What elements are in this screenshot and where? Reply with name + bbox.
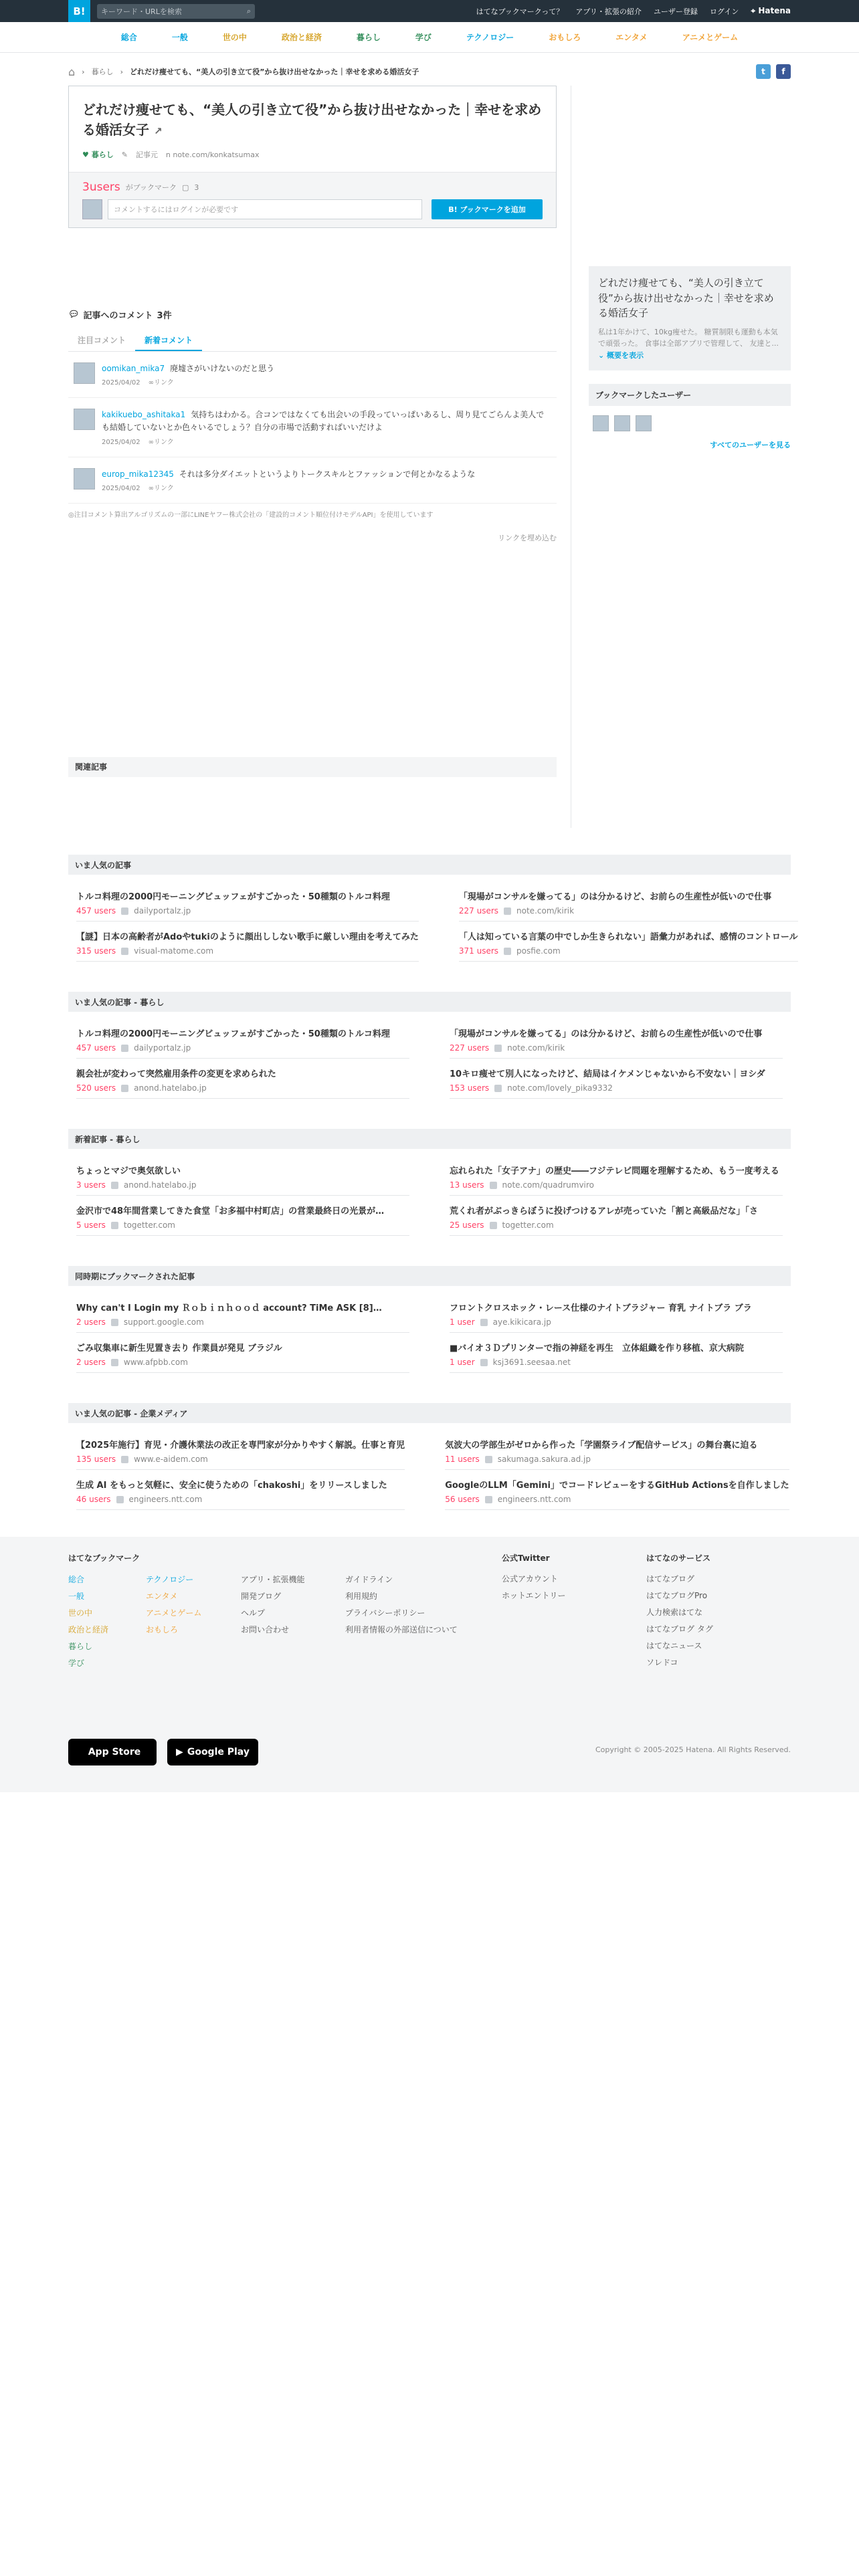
breadcrumb-category[interactable]: 暮らし [91,68,114,76]
comment-count: 3 [194,183,199,192]
ranking-item-domain[interactable]: note.com/kirik [516,906,575,916]
site-favicon-icon [494,1045,502,1052]
avatar[interactable] [74,409,95,430]
footer-bookmark-title: はてなブックマーク [68,1553,140,1563]
comment-text: それは多分ダイエットというよりトークスキルとファッションで何とかなるような [179,469,476,479]
comment-user[interactable]: europ_mika12345 [102,469,174,479]
ranking-item-title[interactable]: 荒くれ者がぶっきらぼうに投げつけるアレが売っていた「割と高級品だな」「さ [450,1206,758,1216]
footer-link[interactable]: 一般 [68,1592,85,1601]
hatena-bookmark-logo[interactable]: B! [68,0,90,22]
tab-new-comments[interactable]: 新着コメント [135,330,202,351]
ranking-item-title[interactable]: 忘れられた「女子アナ」の歴史――フジテレビ問題を理解するため、もう一度考える [450,1166,779,1176]
footer-link[interactable]: 開発ブログ [241,1592,282,1601]
search-box[interactable] [97,4,255,19]
avatar[interactable] [593,415,609,431]
ranking-item-title[interactable]: トルコ料理の2000円モーニングビュッフェがすごかった・50種類のトルコ料理 [76,892,390,902]
ranking-item-users[interactable]: 13 users [450,1180,484,1190]
ranking-item-title[interactable]: 【謎】日本の高齢者がAdoやtukiのように顔出ししない歌手に厳しい理由を考えてみた [76,932,419,942]
ranking-item-domain[interactable]: anond.hatelabo.jp [134,1083,207,1093]
site-favicon-icon [485,1456,492,1463]
footer-twitter-col [502,1550,566,1604]
ranking-item [450,1059,783,1099]
ranking-item-title[interactable]: 【2025年施行】育児・介護休業法の改正を専門家が分かりやすく解説。仕事と育児 [76,1440,405,1451]
footer-link[interactable]: 総合 [68,1575,85,1584]
comment-body [102,362,274,375]
comment-user[interactable]: kakikuebo_ashitaka1 [102,410,186,420]
ranking-section [68,1266,791,1373]
site-favicon-icon [111,1359,118,1366]
ranking-item [450,1293,783,1333]
bookmark-users-suffix: がブックマーク [125,183,177,192]
footer-link[interactable]: 暮らし [68,1642,93,1651]
footer-link[interactable]: 利用規約 [345,1592,378,1601]
ranking-item [76,1018,409,1059]
ranking-item [76,1059,409,1099]
site-favicon-icon [490,1182,497,1189]
ranking-item-title[interactable]: 金沢市で48年間営業してきた食堂「お多福中村町店」の営業最終日の光景が… [76,1206,385,1216]
ranking-item [76,1196,409,1236]
ranking-item-users[interactable]: 1 user [450,1358,475,1367]
footer-link[interactable]: ヘルプ [241,1608,266,1618]
ranking-section-title: 新着記事 - 暮らし [68,1129,791,1149]
footer-link[interactable]: ソレドコ [646,1658,678,1667]
footer-link[interactable]: 学び [68,1658,85,1668]
ranking-section-title: いま人気の記事 - 企業メディア [68,1403,791,1423]
breadcrumb-separator-icon: › [120,67,123,76]
ranking-item-users[interactable]: 227 users [450,1043,490,1053]
comments-section-title: 💬︎ 記事へのコメント 3件 [68,310,172,321]
ranking-item-title[interactable]: GoogleのLLM「Gemini」でコードレビューをするGitHub Actionsを自作しました [445,1481,789,1491]
ranking-item-users[interactable]: 227 users [458,906,499,916]
edit-icon[interactable]: ✎ [121,150,128,159]
ranking-item-title[interactable]: 生成 AI をもっと気軽に、安全に使うための「chakoshi」をリリースしました [76,1481,387,1491]
site-favicon-icon [111,1222,118,1229]
ranking-item-domain[interactable]: note.com/kirik [507,1043,565,1053]
ranking-item-domain[interactable]: aye.kikicara.jp [492,1317,551,1327]
facebook-share-icon[interactable]: f [776,64,791,79]
ranking-item-users[interactable]: 153 users [450,1083,490,1093]
ranking-section [68,992,791,1099]
comment-algorithm-note: ◎注目コメント算出アルゴリズムの一部にLINEヤフー株式会社の「建設的コメント順位付けモデルAPI」を使用しています [68,511,434,519]
ranking-item-title[interactable]: 10キロ痩せて別人になったけど、結局はイケメンじゃないから不安ない｜ヨシダ [450,1069,765,1079]
ranking-item-domain[interactable]: note.com/lovely_pika9332 [507,1083,613,1093]
ranking-item-title[interactable]: 親会社が変わって突然雇用条件の変更を求められた [76,1069,276,1079]
comment-permalink[interactable]: ∞リンク [148,438,174,446]
all-users-link[interactable]: すべてのユーザーを見る [710,441,791,450]
tab-popular-comments[interactable]: 注目コメント [78,336,126,345]
site-favicon-icon [504,948,511,955]
category-tab[interactable]: 暮らし [356,33,381,42]
ranking-item-users[interactable]: 56 users [445,1495,480,1504]
ranking-item-users[interactable]: 371 users [458,946,499,956]
app-store-badge[interactable]: App Store [68,1739,157,1765]
comment-item [68,457,557,504]
ranking-item [450,1196,783,1236]
about-link[interactable]: はてなブックマークって？ [476,7,564,16]
site-favicon-icon [485,1496,492,1503]
footer-link[interactable]: おもしろ [146,1625,179,1634]
global-header [0,0,859,22]
ranking-item-domain[interactable]: support.google.com [123,1317,204,1327]
ranking-item-title[interactable]: ■バイオ３Ｄプリンターで指の神経を再生 立体組織を作り移植、京大病院 [450,1344,744,1354]
entry-title[interactable]: どれだけ痩せても、“美人の引き立て役”から抜け出せなかった｜幸せを求める婚活女子 ↗ [82,102,542,138]
footer-link[interactable]: はてなブログ タグ [646,1624,713,1634]
ranking-section [68,1129,791,1236]
ranking-item-title[interactable]: Why can't I Login my Ｒｏｂｉｎｈｏｏｄ account? TiMe ASK [8]… [76,1303,382,1313]
ranking-item-domain[interactable]: www.e-aidem.com [134,1455,208,1464]
ranking-item [76,881,419,922]
site-favicon-icon [121,1456,128,1463]
comment-permalink[interactable]: ∞リンク [148,484,174,492]
site-favicon-icon [116,1496,124,1503]
comment-text: 気持ちはわかる。合コンではなくても出会いの手段っていっぱいあるし、周り見てごらんよ美人でも結婚していないとか色々いるでしょう？自分の市場で活動すればいいだけよ [102,410,545,433]
ranking-item-domain[interactable]: anond.hatelabo.jp [123,1180,197,1190]
ranking-item-users[interactable]: 2 users [76,1317,106,1327]
ranking-item-domain[interactable]: www.afpbb.com [123,1358,188,1367]
home-icon[interactable]: ⌂ [68,65,76,78]
copyright: Copyright © 2005-2025 Hatena. All Rights Reserved. [595,1745,791,1754]
ranking-section-title: いま人気の記事 - 暮らし [68,992,791,1012]
footer-policy-col [345,1572,458,1638]
note-icon: n [165,150,171,159]
play-icon: ▶ [176,1747,183,1757]
ranking-item [459,922,798,962]
footer-link[interactable]: 世の中 [68,1608,93,1618]
ranking-item [76,1156,409,1196]
ranking-item [450,1018,783,1059]
site-favicon-icon [490,1222,497,1229]
category-tab[interactable]: 世の中 [222,33,247,42]
ranking-item-title[interactable]: 「現場がコンサルを嫌ってる」のは分かるけど、お前らの生産性が低いので仕事 [458,892,772,902]
footer-link[interactable]: ホットエントリー [502,1591,566,1600]
footer-link[interactable]: アプリ・拡張機能 [241,1575,305,1584]
ranking-section [68,1403,791,1510]
add-bookmark-button[interactable]: B! ブックマークを追加 [432,199,543,219]
entry-category[interactable]: ♥ 暮らし [82,150,114,159]
avatar[interactable] [74,362,95,384]
breadcrumb [68,58,791,85]
footer-link[interactable]: はてなブログ [646,1574,695,1584]
footer-category-col1 [68,1572,108,1672]
ranking-item-title[interactable]: ごみ収集車に新生児置き去り 作業員が発見 ブラジル [76,1344,282,1354]
comment-date[interactable]: 2025/04/02 [102,379,140,387]
ranking-item-users[interactable]: 520 users [76,1083,116,1093]
footer-services-title: はてなのサービス [646,1553,711,1563]
entry-domain[interactable]: n note.com/konkatsumax [165,150,260,159]
footer-bookmark-col [68,1550,140,1571]
footer-link[interactable]: プライバシーポリシー [345,1608,425,1618]
search-input[interactable]: キーワード・URLを検索 [101,7,182,16]
ranking-item [459,881,798,922]
comment-body [102,468,475,481]
comment-icon: ▢ [182,183,189,192]
comment-date[interactable]: 2025/04/02 [102,484,140,492]
ranking-item-domain[interactable]: sakumaga.sakura.ad.jp [497,1455,591,1464]
footer-link[interactable]: はてなニュース [646,1641,702,1650]
embed-link[interactable]: リンクを埋め込む [498,533,557,542]
entry-box [68,86,557,228]
comment-text: 廃墟さがいけないのだと思う [170,364,275,373]
ranking-item [76,1293,409,1333]
ranking-item-users[interactable]: 135 users [76,1455,116,1464]
ranking-item-domain[interactable]: engineers.ntt.com [128,1495,203,1504]
google-play-badge[interactable]: ▶ Google Play [167,1739,258,1765]
comment-list [68,352,557,504]
breadcrumb-current: どれだけ痩せても、“美人の引き立て役”から抜け出せなかった｜幸せを求める婚活女子 [129,68,419,76]
category-tab[interactable]: おもしろ [549,33,581,42]
site-favicon-icon [504,907,511,915]
speech-bubble-icon: 💬︎ [68,310,80,320]
apps-link[interactable]: アプリ・拡張の紹介 [575,7,642,16]
ranking-item-title[interactable]: ちょっとマジで奥気欲しい [76,1166,181,1176]
ranking-item [76,1470,405,1510]
ranking-item-users[interactable]: 2 users [76,1358,106,1367]
hatena-brand-logo[interactable]: ⌖ Hatena [751,6,791,15]
register-link[interactable]: ユーザー登録 [653,7,698,16]
avatar[interactable] [614,415,630,431]
ranking-item-users[interactable]: 315 users [76,946,116,956]
ranking-item-title[interactable]: 「人は知っている言葉の中でしか生きられない」語彙力があれば、感情のコントロール [458,932,798,942]
footer-link[interactable]: テクノロジー [146,1575,194,1584]
site-favicon-icon [121,907,128,915]
summary-description: 私は1年かけて、10kg痩せた。 糖質制限も運動も本気で頑張った。 食事は全部アプリで管理して、 友達と... ⌄ 概要を表示 [598,327,779,360]
category-tab[interactable]: 学び [415,33,432,42]
ranking-item-domain[interactable]: togetter.com [123,1220,175,1230]
ranking-item-domain[interactable]: note.com/quadrumviro [502,1180,594,1190]
ranking-item-title[interactable]: 「現場がコンサルを嫌ってる」のは分かるけど、お前らの生産性が低いので仕事 [450,1029,763,1039]
twitter-share-icon[interactable]: t [756,64,771,79]
footer-link[interactable]: 公式アカウント [502,1574,558,1584]
ranking-item [450,1333,783,1373]
footer-info-col [241,1572,305,1638]
comment-input[interactable]: コメントするにはログインが必要です [108,199,422,219]
footer-category-col2 [146,1572,201,1638]
ranking-item-domain[interactable]: togetter.com [502,1220,554,1230]
comment-item [68,352,557,398]
ranking-item-users[interactable]: 1 user [450,1317,475,1327]
avatar [82,199,102,219]
main-column [68,86,557,777]
site-favicon-icon [480,1319,488,1326]
ranking-item-users[interactable]: 457 users [76,906,116,916]
category-nav [0,22,859,53]
ranking-item-domain[interactable]: posfie.com [516,946,561,956]
footer-link[interactable]: 利用者情報の外部送信について [345,1625,458,1634]
footer-link[interactable]: アニメとゲーム [146,1608,202,1618]
ranking-item-domain[interactable]: dailyportalz.jp [134,906,191,916]
entry-source-label: 記事元 [135,150,158,159]
show-summary-link[interactable]: ⌄ 概要を表示 [598,350,644,360]
ranking-item-users[interactable]: 25 users [450,1220,484,1230]
footer [0,1537,859,1792]
footer-link[interactable]: 政治と経済 [68,1625,109,1634]
footer-link[interactable]: 人力検索はてな [646,1608,703,1617]
category-tab[interactable]: 一般 [171,33,188,42]
related-articles-header: 関連記事 [68,757,557,777]
ranking-item-users[interactable]: 5 users [76,1220,106,1230]
comment-tabs [68,330,557,352]
site-favicon-icon [121,1045,128,1052]
ranking-item-users[interactable]: 11 users [445,1455,480,1464]
ranking-item-domain[interactable]: dailyportalz.jp [134,1043,191,1053]
footer-link[interactable]: エンタメ [146,1592,178,1601]
comment-item [68,398,557,457]
location-pin-icon: ⌖ [751,6,756,15]
footer-services-col [646,1550,713,1671]
login-link[interactable]: ログイン [709,7,739,16]
site-favicon-icon [480,1359,488,1366]
ranking-item-users[interactable]: 46 users [76,1495,111,1504]
comment-date[interactable]: 2025/04/02 [102,438,140,446]
external-link-icon[interactable]: ↗ [153,125,163,137]
ranking-item-title[interactable]: フロントクロスホック・レース仕様のナイトブラジャー 育乳 ナイトブラ ブラ [450,1303,752,1313]
ranking-item [76,1333,409,1373]
comment-permalink[interactable]: ∞リンク [148,379,174,387]
ranking-item [76,922,419,962]
comment-body [102,409,551,434]
footer-twitter-title: 公式Twitter [502,1553,550,1563]
category-tab[interactable]: テクノロジー [466,33,514,42]
category-tab[interactable]: 政治と経済 [281,33,322,42]
breadcrumb-separator-icon: › [82,67,85,76]
category-tab[interactable]: アニメとゲーム [682,33,739,42]
site-favicon-icon [111,1319,118,1326]
avatar[interactable] [74,468,95,490]
ranking-section-title: 同時期にブックマークされた記事 [68,1266,791,1286]
footer-link[interactable]: ガイドライン [345,1575,393,1584]
site-favicon-icon [121,1085,128,1092]
ranking-section-title: いま人気の記事 [68,855,791,875]
entry-summary-card [589,266,791,370]
footer-link[interactable]: お問い合わせ [241,1625,290,1634]
ranking-item-domain[interactable]: ksj3691.seesaa.net [492,1358,571,1367]
category-tab[interactable]: エンタメ [615,33,648,42]
ranking-item-domain[interactable]: engineers.ntt.com [497,1495,571,1504]
ranking-item-users[interactable]: 3 users [76,1180,106,1190]
ranking-item [76,1430,405,1470]
bookmarked-users-header: ブックマークしたユーザー [589,384,791,406]
bookmarked-users-list [589,415,791,431]
sidebar [589,86,791,450]
ranking-section [68,855,798,962]
ranking-item [445,1430,789,1470]
ranking-item-domain[interactable]: visual-matome.com [134,946,214,956]
site-favicon-icon [121,948,128,955]
footer-link[interactable]: はてなブログPro [646,1591,708,1600]
ranking-item-title[interactable]: トルコ料理の2000円モーニングビュッフェがすごかった・50種類のトルコ料理 [76,1029,390,1039]
bookmark-users-count[interactable]: 3users [82,181,120,194]
ranking-item-title[interactable]: 気波大の学部生がゼロから作った「学園祭ライブ配信サービス」の舞台裏に迫る [445,1440,758,1451]
category-tab[interactable]: 総合 [120,33,137,42]
ranking-item-users[interactable]: 457 users [76,1043,116,1053]
ranking-item [450,1156,783,1196]
comment-user[interactable]: oomikan_mika7 [102,364,165,373]
site-favicon-icon [494,1085,502,1092]
site-favicon-icon [111,1182,118,1189]
search-icon[interactable]: ⌕ [246,6,251,15]
avatar[interactable] [636,415,652,431]
ranking-item [445,1470,789,1510]
summary-title[interactable]: どれだけ痩せても、“美人の引き立て役”から抜け出せなかった｜幸せを求める婚活女子 [598,277,774,319]
